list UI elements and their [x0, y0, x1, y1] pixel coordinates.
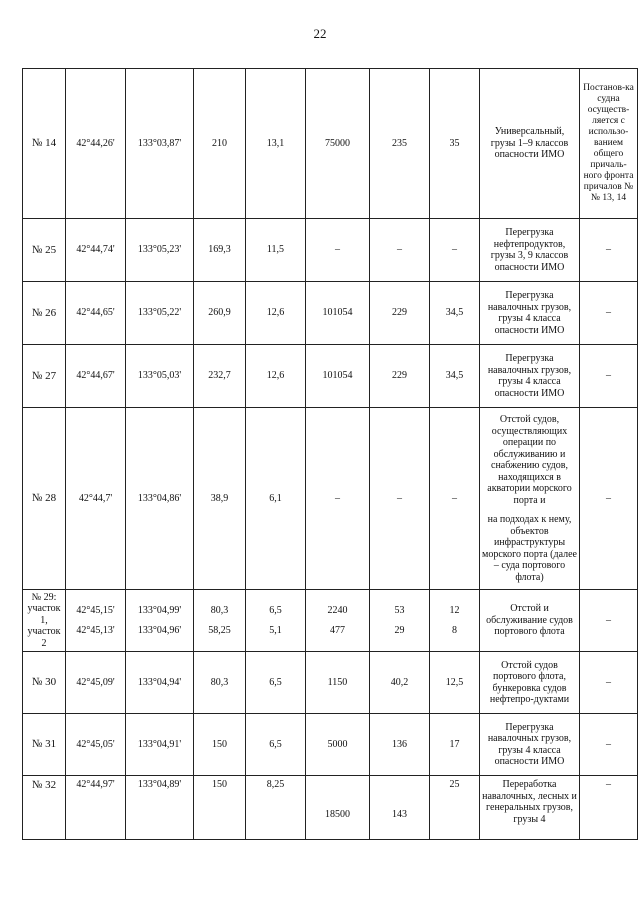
latitude	[66, 590, 126, 652]
berth-number: № 28	[23, 408, 66, 590]
longitude: 133°05,23'	[126, 219, 194, 282]
vessel-length: 229	[370, 345, 430, 408]
latitude: 42°44,65'	[66, 282, 126, 345]
page-number: 22	[313, 26, 327, 41]
longitude: 133°04,94'	[126, 652, 194, 714]
vessel-dwt: 101054	[306, 345, 370, 408]
table-row	[23, 219, 638, 282]
berth-length: 260,9	[194, 282, 246, 345]
cargo-text-part2: на подходах к нему, объектов инфраструктуры морского порта (далее – суда портового флота)	[482, 514, 577, 583]
berth-depth: 13,1	[246, 69, 306, 219]
vessel-draft: 25	[430, 776, 480, 840]
berth-depth: 8,25	[246, 776, 306, 840]
vessel-dwt: 101054	[306, 282, 370, 345]
latitude: 42°45,05'	[66, 714, 126, 776]
latitude-section2: 42°45,13'	[76, 624, 115, 636]
longitude: 133°04,89'	[126, 776, 194, 840]
berth-depth: 11,5	[246, 219, 306, 282]
latitude: 42°44,67'	[66, 345, 126, 408]
longitude-section1: 133°04,99'	[137, 605, 182, 616]
cargo-description: Перегрузка навалочных грузов, грузы 4 класса опасности ИМО	[480, 282, 580, 345]
berth-length: 38,9	[194, 408, 246, 590]
table-row	[23, 590, 638, 652]
table-row	[23, 714, 638, 776]
vessel-draft: 35	[430, 69, 480, 219]
berth-length	[194, 590, 246, 652]
vessel-dwt: –	[306, 408, 370, 590]
depth-section2: 5,1	[269, 624, 282, 636]
longitude: 133°05,22'	[126, 282, 194, 345]
vessel-length: 136	[370, 714, 430, 776]
note: –	[580, 282, 638, 345]
note: –	[580, 219, 638, 282]
vessel-length: 40,2	[370, 652, 430, 714]
longitude: 133°04,91'	[126, 714, 194, 776]
berth-length: 169,3	[194, 219, 246, 282]
vessel-length	[370, 590, 430, 652]
vessel-length: –	[370, 408, 430, 590]
cargo-description: Переработка навалочных, лесных и генеральных грузов, грузы 4	[480, 776, 580, 840]
vlen-section2: 29	[394, 624, 405, 636]
cargo-description: Перегрузка навалочных грузов, грузы 4 класса опасности ИМО	[480, 714, 580, 776]
vessel-draft: –	[430, 219, 480, 282]
longitude-section2: 133°04,96'	[137, 624, 182, 636]
cargo-text-part1: Отстой судов, осуществляющих операции по обслуживанию и снабжению судов, находящихся в акватории морского порта и	[487, 414, 572, 506]
berth-number: № 14	[23, 69, 66, 219]
vessel-draft: 12,5	[430, 652, 480, 714]
vessel-draft: –	[430, 408, 480, 590]
latitude: 42°44,26'	[66, 69, 126, 219]
berth-depth: 6,1	[246, 408, 306, 590]
longitude: 133°03,87'	[126, 69, 194, 219]
length-section1: 80,3	[210, 605, 229, 616]
vessel-length: –	[370, 219, 430, 282]
depth-section1: 6,5	[269, 605, 282, 616]
vessel-length: 235	[370, 69, 430, 219]
length-section2: 58,25	[208, 624, 231, 636]
vessel-dwt: 5000	[306, 714, 370, 776]
berth-number: № 32	[23, 776, 66, 840]
vessel-dwt: 18500	[306, 776, 370, 840]
note: –	[580, 345, 638, 408]
latitude: 42°44,7'	[66, 408, 126, 590]
note: –	[580, 776, 638, 840]
draft-section1: 12	[449, 605, 460, 616]
berth-number: № 29: участок 1, участок 2	[23, 590, 66, 652]
longitude	[126, 590, 194, 652]
latitude: 42°44,97'	[66, 776, 126, 840]
berth-length: 80,3	[194, 652, 246, 714]
berth-number: № 31	[23, 714, 66, 776]
berth-depth: 12,6	[246, 345, 306, 408]
berth-depth: 6,5	[246, 652, 306, 714]
vessel-length: 229	[370, 282, 430, 345]
berth-depth: 12,6	[246, 282, 306, 345]
cargo-description: Отстой и обслуживание судов портового флота	[480, 590, 580, 652]
vessel-draft	[430, 590, 480, 652]
berth-number: № 27	[23, 345, 66, 408]
cargo-description: Перегрузка нефтепродуктов, грузы 3, 9 классов опасности ИМО	[480, 219, 580, 282]
berths-table	[22, 68, 638, 840]
cargo-description: Отстой судов портового флота, бункеровка судов нефтепро-дуктами	[480, 652, 580, 714]
berth-number: № 25	[23, 219, 66, 282]
vessel-length: 143	[370, 776, 430, 840]
dwt-section1: 2240	[327, 605, 348, 616]
note: –	[580, 652, 638, 714]
berth-length: 210	[194, 69, 246, 219]
vessel-draft: 34,5	[430, 282, 480, 345]
cargo-description: Универсальный, грузы 1–9 классов опасности ИМО	[480, 69, 580, 219]
draft-section2: 8	[452, 624, 457, 636]
note: Постанов-ка судна осуществ-ляется с использо-ванием общего причаль-ного фронта причалов №№ 13, 14	[580, 69, 638, 219]
longitude: 133°05,03'	[126, 345, 194, 408]
vessel-dwt: –	[306, 219, 370, 282]
longitude: 133°04,86'	[126, 408, 194, 590]
berth-length: 232,7	[194, 345, 246, 408]
table-row	[23, 408, 638, 590]
latitude: 42°44,74'	[66, 219, 126, 282]
vessel-draft: 17	[430, 714, 480, 776]
berth-number: № 26	[23, 282, 66, 345]
vessel-draft: 34,5	[430, 345, 480, 408]
vessel-dwt: 75000	[306, 69, 370, 219]
table-row	[23, 776, 638, 840]
berth-depth	[246, 590, 306, 652]
vlen-section1: 53	[394, 605, 405, 616]
vessel-dwt	[306, 590, 370, 652]
note: –	[580, 590, 638, 652]
note: –	[580, 714, 638, 776]
latitude-section1: 42°45,15'	[76, 605, 115, 616]
latitude: 42°45,09'	[66, 652, 126, 714]
table-row	[23, 652, 638, 714]
cargo-description: Перегрузка навалочных грузов, грузы 4 класса опасности ИМО	[480, 345, 580, 408]
berth-length: 150	[194, 714, 246, 776]
dwt-section2: 477	[330, 624, 345, 636]
table-row	[23, 345, 638, 408]
vessel-dwt: 1150	[306, 652, 370, 714]
berth-depth: 6,5	[246, 714, 306, 776]
note: –	[580, 408, 638, 590]
berth-number: № 30	[23, 652, 66, 714]
table-row	[23, 282, 638, 345]
berth-length: 150	[194, 776, 246, 840]
cargo-description	[480, 408, 580, 590]
table-row	[23, 69, 638, 219]
